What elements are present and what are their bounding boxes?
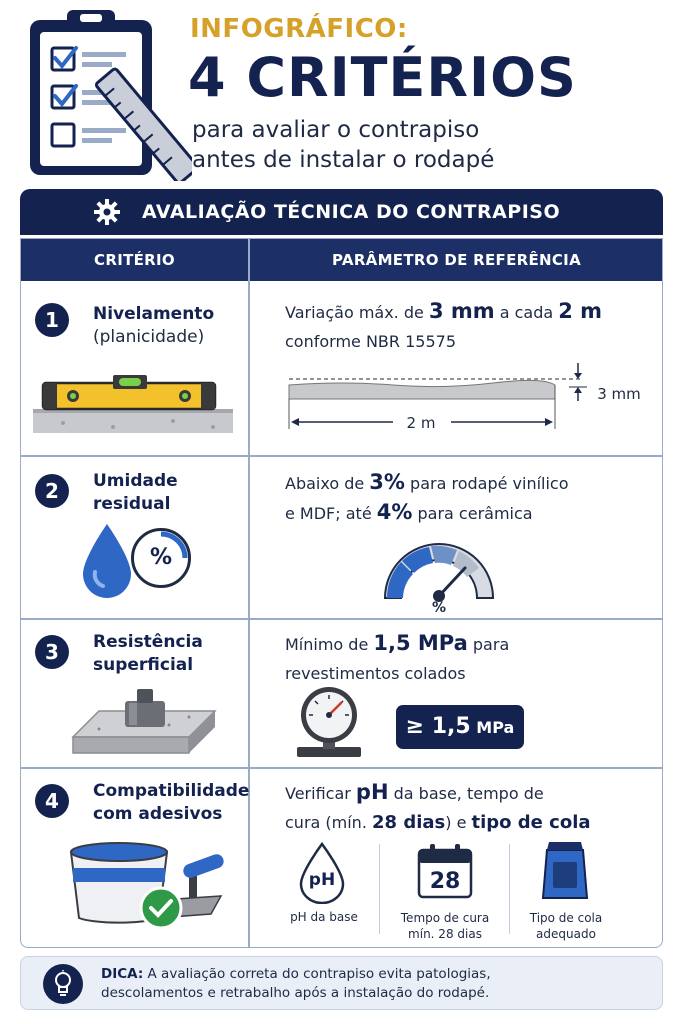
gauge-label: %: [431, 600, 447, 616]
parameter-text: Verificar pH da base, tempo de cura (mín. 28 dias) e tipo de cola: [285, 780, 591, 833]
criterion-name: Compatibilidade com adesivos: [93, 781, 250, 824]
table-row-resistencia: [21, 619, 663, 767]
mpa-badge: ≥ 1,5 MPa: [396, 705, 524, 749]
parameter-text: Mínimo de 1,5 MPa para revestimentos colados: [285, 631, 510, 683]
parameter-text: Variação máx. de 3 mm a cada 2 m conforme NBR 15575: [285, 299, 603, 351]
lightbulb-glyph: [51, 970, 75, 998]
row-number: 1: [35, 303, 69, 337]
header-title: 4 CRITÉRIOS: [188, 46, 577, 109]
criterion-name: [93, 303, 214, 349]
header-kicker: INFOGRÁFICO:: [190, 14, 408, 44]
weight-on-slab-icon: [69, 681, 219, 763]
table-row-nivelamento: [21, 281, 663, 455]
column-header-parametro: PARÂMETRO DE REFERÊNCIA: [332, 251, 581, 269]
column-header-criterio: CRITÉRIO: [94, 251, 175, 269]
gear-icon: [94, 199, 120, 225]
header-subtitle-line2: antes de instalar o rodapé: [192, 147, 495, 173]
clipboard-checklist-icon: [22, 6, 192, 181]
criterion-title: Nivelamento: [93, 304, 215, 324]
parameter-text: Abaixo de 3% para rodapé vinílico e MDF; até 4% para cerâmica: [285, 470, 569, 524]
icon-separator: [379, 844, 380, 934]
table-row-umidade: [21, 456, 663, 618]
icon-separator: [509, 844, 510, 934]
pressure-gauge-icon: [293, 685, 365, 761]
lightbulb-icon: [43, 964, 83, 1004]
row-number: 4: [35, 784, 69, 818]
row-number: 2: [35, 474, 69, 508]
cura-label: Tempo de cura mín. 28 dias: [400, 911, 490, 941]
adhesive-bucket-trowel-icon: [61, 838, 231, 930]
adhesive-bag-icon: [541, 838, 589, 902]
tip-text: DICA: A avaliação correta do contrapiso evita patologias, descolamentos e retrabalho após a instalação do rodapé.: [101, 966, 491, 1001]
criterion-name: Umidade residual: [93, 471, 178, 514]
percent-icon: [131, 528, 191, 588]
water-drop-icon: [77, 520, 137, 600]
table-header: [21, 239, 663, 281]
dimension-height-label: 3 mm: [597, 385, 641, 403]
moisture-gauge-icon: [379, 538, 499, 602]
percent-symbol: %: [149, 545, 173, 570]
header-subtitle-line1: para avaliar o contrapiso: [192, 117, 480, 143]
header: [0, 0, 683, 185]
calendar-day: 28: [429, 869, 461, 894]
ph-drop-text: pH: [308, 870, 336, 890]
cola-label: Tipo de cola adequado: [529, 911, 603, 941]
dimension-length-label: 2 m: [406, 414, 436, 432]
table-row-compatibilidade: [21, 768, 663, 948]
row-number: 3: [35, 635, 69, 669]
criteria-table: [20, 238, 663, 948]
tip-label: DICA:: [101, 966, 144, 982]
spirit-level-icon: [33, 375, 233, 435]
tip-box: [20, 956, 663, 1010]
banner-title: AVALIAÇÃO TÉCNICA DO CONTRAPISO: [142, 201, 561, 223]
ph-label: pH da base: [290, 910, 358, 924]
criterion-subtitle: (planicidade): [93, 327, 205, 347]
section-banner: [20, 189, 663, 235]
criterion-name: Resistência superficial: [93, 632, 203, 675]
